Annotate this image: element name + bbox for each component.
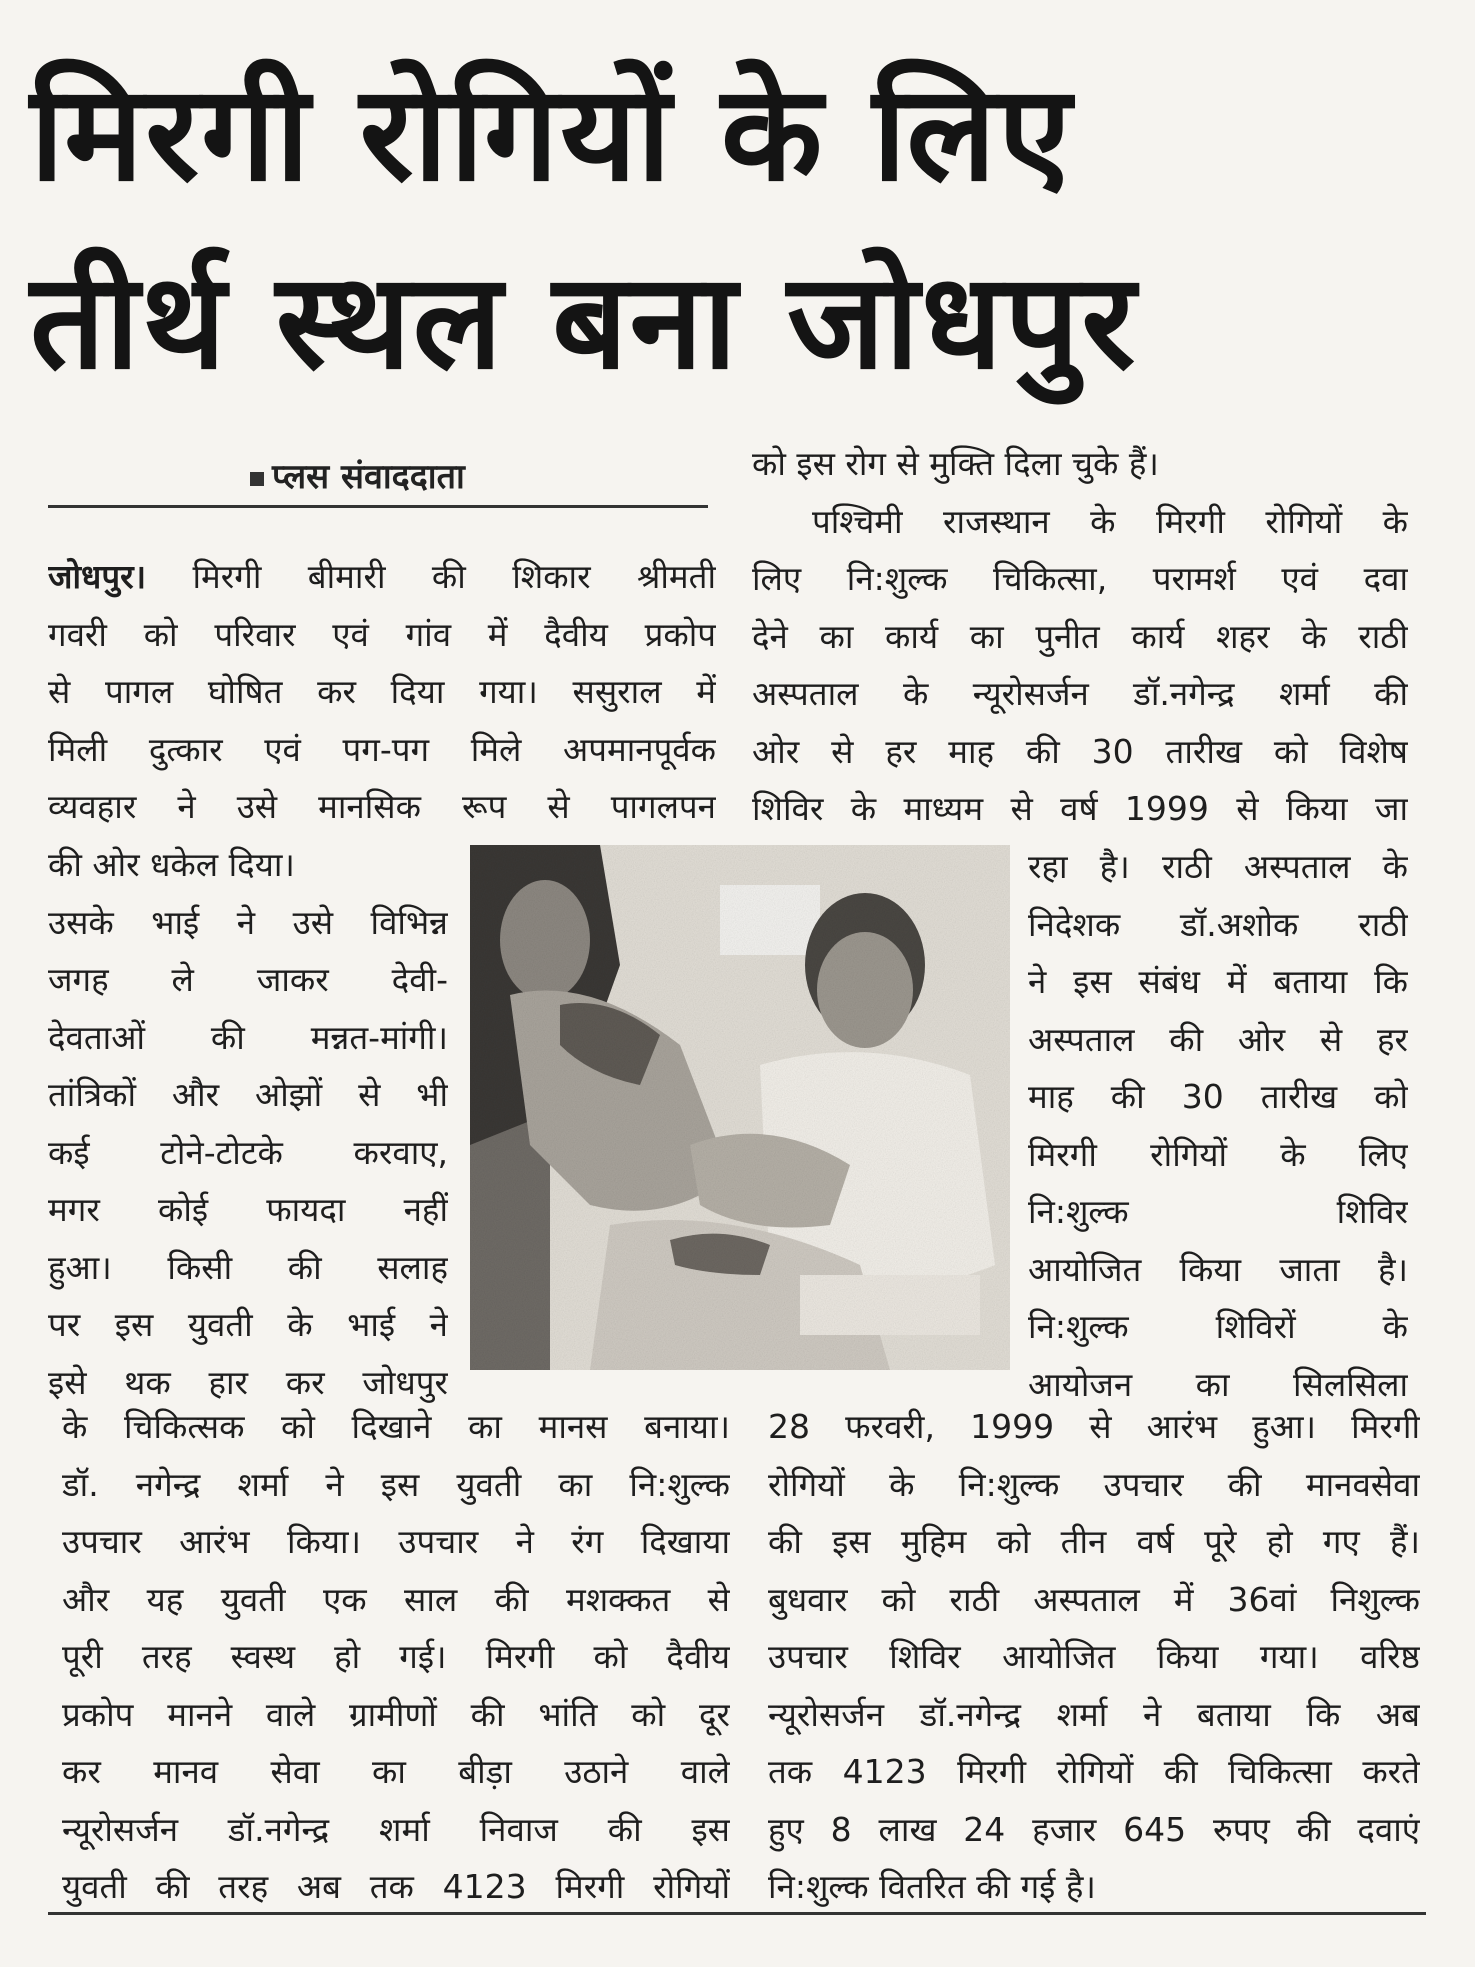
article-line: मगर कोई फायदा नहीं: [48, 1190, 448, 1229]
right-column-bottom: [768, 1398, 1420, 1916]
article-line: से पागल घोषित कर दिया गया। ससुराल में: [48, 672, 716, 711]
article-line: पर इस युवती के भाई ने: [48, 1305, 448, 1344]
article-line: जोधपुर। मिरगी बीमारी की शिकार श्रीमती: [48, 557, 716, 596]
article-line: जगह ले जाकर देवी-: [48, 960, 448, 999]
article-line: उपचार आरंभ किया। उपचार ने रंग दिखाया: [62, 1522, 730, 1561]
article-line: नि:शुल्क शिविर: [1028, 1192, 1408, 1231]
article-line: गवरी को परिवार एवं गांव में दैवीय प्रकोप: [48, 614, 716, 654]
article-line: बुधवार को राठी अस्पताल में 36वां निशुल्क: [768, 1579, 1420, 1619]
article-line: के चिकित्सक को दिखाने का मानस बनाया।: [62, 1407, 730, 1446]
article-line: देवताओं की मन्नत-मांगी।: [48, 1017, 448, 1057]
article-line: लिए नि:शुल्क चिकित्सा, परामर्श एवं दवा: [752, 559, 1408, 598]
article-line: कई टोने-टोटके करवाए,: [48, 1132, 448, 1172]
article-line: आयोजित किया जाता है।: [1028, 1249, 1408, 1289]
dateline: जोधपुर।: [48, 557, 147, 596]
article-line: को इस रोग से मुक्ति दिला चुके हैं।: [752, 444, 1159, 483]
article-line: व्यवहार ने उसे मानसिक रूप से पागलपन: [48, 787, 716, 826]
doctor-patient-photo: [470, 845, 1010, 1370]
article-line: नि:शुल्क शिविरों के: [1028, 1307, 1408, 1346]
article-line: मिरगी रोगियों के लिए: [1028, 1134, 1408, 1174]
article-line: की इस मुहिम को तीन वर्ष पूरे हो गए हैं।: [768, 1522, 1420, 1561]
article-line: अस्पताल के न्यूरोसर्जन डॉ.नगेन्द्र शर्मा की: [752, 674, 1408, 713]
article-line: उपचार शिविर आयोजित किया गया। वरिष्ठ: [768, 1637, 1420, 1676]
article-line: रोगियों के नि:शुल्क उपचार की मानवसेवा: [768, 1464, 1420, 1504]
article-line: 28 फरवरी, 1999 से आरंभ हुआ। मिरगी: [768, 1407, 1420, 1446]
article-line: देने का कार्य का पुनीत कार्य शहर के राठी: [752, 616, 1408, 656]
byline-text: प्लस संवाददाता: [272, 457, 465, 497]
left-column-bottom: [62, 1398, 730, 1916]
article-line: रहा है। राठी अस्पताल के: [1028, 847, 1408, 886]
article-line: डॉ. नगेन्द्र शर्मा ने इस युवती का नि:शुल्क: [62, 1464, 730, 1504]
article-line: न्यूरोसर्जन डॉ.नगेन्द्र शर्मा ने बताया कि अब: [768, 1694, 1420, 1734]
article-line: हुए 8 लाख 24 हजार 645 रुपए की दवाएं: [768, 1809, 1420, 1849]
article-line: हुआ। किसी की सलाह: [48, 1247, 448, 1287]
article-line: ओर से हर माह की 30 तारीख को विशेष: [752, 731, 1408, 771]
headline: [30, 40, 1450, 416]
right-column-narrow: [1028, 838, 1408, 1413]
byline-rule: [48, 505, 708, 508]
byline: [250, 452, 465, 498]
article-line: और यह युवती एक साल की मशक्कत से: [62, 1579, 730, 1619]
article-line: की ओर धकेल दिया।: [48, 845, 295, 884]
article-line: इसे थक हार कर जोधपुर: [48, 1362, 448, 1402]
article-line: नि:शुल्क वितरित की गई है।: [768, 1867, 1096, 1906]
article-line: माह की 30 तारीख को: [1028, 1077, 1408, 1116]
article-line: ने इस संबंध में बताया कि: [1028, 962, 1408, 1001]
article-line: निदेशक डॉ.अशोक राठी: [1028, 904, 1408, 944]
article-line: प्रकोप मानने वाले ग्रामीणों की भांति को दूर: [62, 1694, 730, 1734]
article-line: तांत्रिकों और ओझों से भी: [48, 1075, 448, 1114]
article-line: शिविर के माध्यम से वर्ष 1999 से किया जा: [752, 789, 1408, 828]
article-line: युवती की तरह अब तक 4123 मिरगी रोगियों: [62, 1867, 730, 1906]
article-line: पूरी तरह स्वस्थ हो गई। मिरगी को दैवीय: [62, 1637, 730, 1676]
bottom-rule: [48, 1912, 1426, 1915]
left-column-top: [48, 548, 716, 836]
byline-marker-icon: [250, 472, 264, 486]
article-line: न्यूरोसर्जन डॉ.नगेन्द्र शर्मा निवाज की इस: [62, 1809, 730, 1849]
headline-line-2: तीर्थ स्थल बना जोधपुर: [30, 245, 1138, 399]
article-line: उसके भाई ने उसे विभिन्न: [48, 902, 448, 942]
headline-line-1: मिरगी रोगियों के लिए: [30, 57, 1073, 211]
article-line: कर मानव सेवा का बीड़ा उठाने वाले: [62, 1752, 730, 1791]
article-line: पश्चिमी राजस्थान के मिरगी रोगियों के: [812, 501, 1408, 541]
article-line: तक 4123 मिरगी रोगियों की चिकित्सा करते: [768, 1752, 1420, 1791]
article-line: अस्पताल की ओर से हर: [1028, 1019, 1408, 1059]
left-column-narrow: [48, 836, 448, 1411]
article-line: मिली दुत्कार एवं पग-पग मिले अपमानपूर्वक: [48, 729, 716, 769]
news-photo: [470, 845, 1010, 1370]
article-line: आयोजन का सिलसिला: [1028, 1364, 1408, 1404]
right-column-top: [752, 435, 1408, 838]
